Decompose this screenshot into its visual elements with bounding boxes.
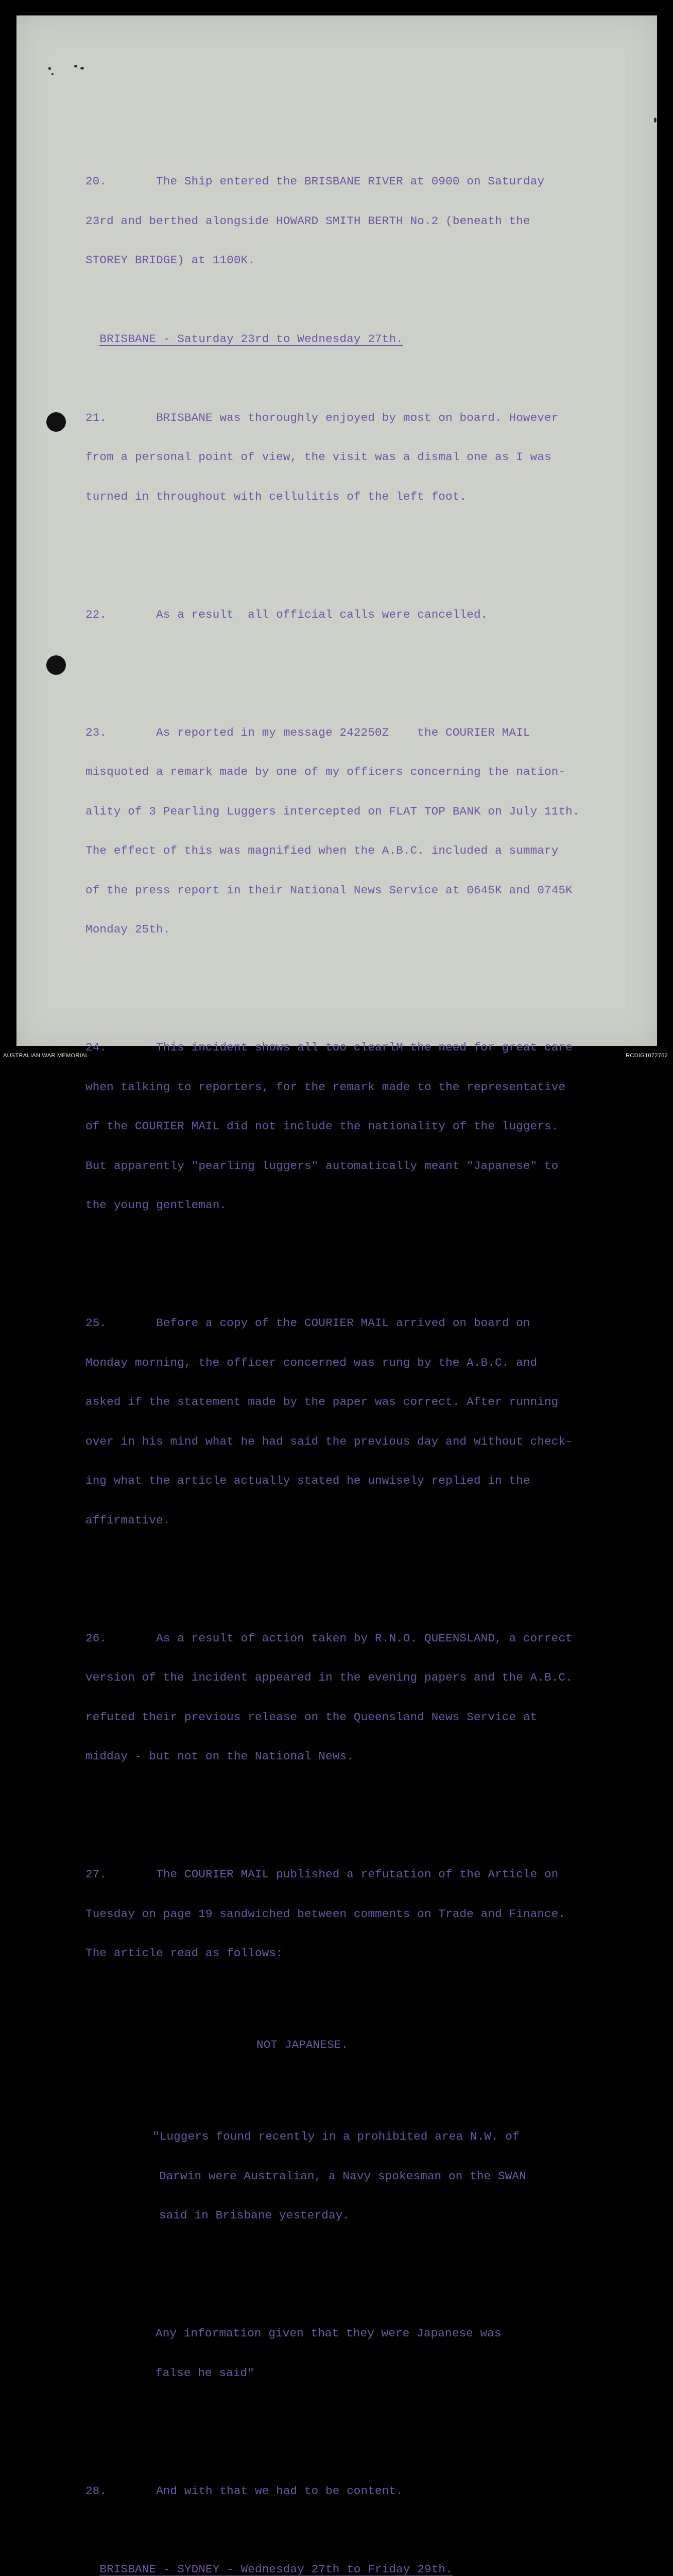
text-line: But apparently "pearling luggers" automatically meant "Japanese" to xyxy=(85,1159,559,1173)
text-line: asked if the statement made by the paper was correct. After running xyxy=(85,1395,559,1409)
section-heading-brisbane-sydney: BRISBANE - SYDNEY - Wednesday 27th to Friday 29th. xyxy=(99,2563,453,2576)
paragraph-26 xyxy=(85,1606,642,1790)
text-line: false he said" xyxy=(156,2366,254,2380)
text-line: 20. The Ship entered the BRISBANE RIVER at 0900 on Saturday xyxy=(85,175,545,188)
quoted-article-continued xyxy=(85,2301,642,2406)
typed-text xyxy=(85,123,642,2576)
text-line: of the COURIER MAIL did not include the nationality of the luggers. xyxy=(85,1120,559,1133)
paragraph-28 xyxy=(85,2459,642,2524)
text-line: version of the incident appeared in the evening papers and the A.B.C. xyxy=(85,1671,573,1684)
paper-speck xyxy=(51,73,54,75)
text-line: 25. Before a copy of the COURIER MAIL arrived on board on xyxy=(85,1316,530,1330)
paragraph-27 xyxy=(85,1842,642,1987)
text-line: The effect of this was magnified when the A.B.C. included a summary xyxy=(85,844,559,857)
article-title: NOT JAPANESE. xyxy=(256,2038,349,2052)
text-line: 27. The COURIER MAIL published a refutation of the Article on xyxy=(85,1868,559,1881)
paper-speck xyxy=(48,67,51,70)
paper-speck xyxy=(654,117,657,123)
text-line: The article read as follows: xyxy=(85,1946,283,1960)
text-line: 23rd and berthed alongside HOWARD SMITH BERTH No.2 (beneath the xyxy=(85,214,530,228)
quoted-article xyxy=(85,2104,642,2249)
archive-credit: AUSTRALIAN WAR MEMORIAL xyxy=(3,1053,89,1059)
text-line: Darwin were Australian, a Navy spokesman on the SWAN xyxy=(159,2169,526,2183)
paper-speck xyxy=(80,67,84,70)
text-line: misquoted a remark made by one of my officers concerning the nation- xyxy=(85,765,566,778)
archive-reference-id: RCDIG1072762 xyxy=(626,1053,668,1059)
text-line: said in Brisbane yesterday. xyxy=(159,2209,350,2222)
text-line: Monday morning, the officer concerned was rung by the A.B.C. and xyxy=(85,1355,538,1369)
text-line: 26. As a result of action taken by R.N.O. QUEENSLAND, a correct xyxy=(85,1631,573,1645)
text-line: the young gentleman. xyxy=(85,1198,227,1212)
punch-hole xyxy=(46,655,66,675)
paragraph-21 xyxy=(85,385,642,530)
text-line: midday - but not on the National News. xyxy=(85,1750,354,1763)
text-line: 28. And with that we had to be content. xyxy=(85,2484,403,2498)
section-heading-brisbane: BRISBANE - Saturday 23rd to Wednesday 27th. xyxy=(99,332,403,346)
text-line: 23. As reported in my message 242250Z the COURIER MAIL xyxy=(85,725,530,739)
text-line: Monday 25th. xyxy=(85,923,170,936)
text-line: of the press report in their National News Service at 0645K and 0745K xyxy=(85,883,573,897)
text-line: 21. BRISBANE was thoroughly enjoyed by most on board. However xyxy=(85,411,559,425)
text-line: refuted their previous release on the Queensland News Service at xyxy=(85,1710,538,1724)
text-line: over in his mind what he had said the previous day and without check- xyxy=(85,1434,573,1448)
paragraph-24 xyxy=(85,1015,642,1239)
paragraph-23 xyxy=(85,700,642,963)
paragraph-20 xyxy=(85,149,642,294)
text-line: Any information given that they were Japanese was xyxy=(156,2327,502,2340)
text-line: turned in throughout with cellulitis of the left foot. xyxy=(85,489,467,503)
text-line: 22. As a result all official calls were cancelled. xyxy=(85,607,488,621)
text-line: "Luggers found recently in a prohibited area N.W. of xyxy=(152,2130,520,2143)
paragraph-25 xyxy=(85,1291,642,1553)
text-line: ing what the article actually stated he unwisely replied in the xyxy=(85,1474,530,1487)
text-line: from a personal point of view, the visit was a dismal one as I was xyxy=(85,450,551,464)
text-line: 24. This incident shows all too clearlM the need for great care xyxy=(85,1041,573,1054)
paper-speck xyxy=(74,65,77,67)
text-line: Tuesday on page 19 sandwiched between comments on Trade and Finance. xyxy=(85,1907,566,1921)
punch-hole xyxy=(46,412,66,432)
paragraph-22 xyxy=(85,582,642,648)
text-line: STOREY BRIDGE) at 1100K. xyxy=(85,253,255,267)
text-line: affirmative. xyxy=(85,1513,170,1527)
text-line: when talking to reporters, for the remark made to the representative xyxy=(85,1080,566,1094)
text-line: ality of 3 Pearling Luggers intercepted on FLAT TOP BANK on July 11th. xyxy=(85,804,580,818)
